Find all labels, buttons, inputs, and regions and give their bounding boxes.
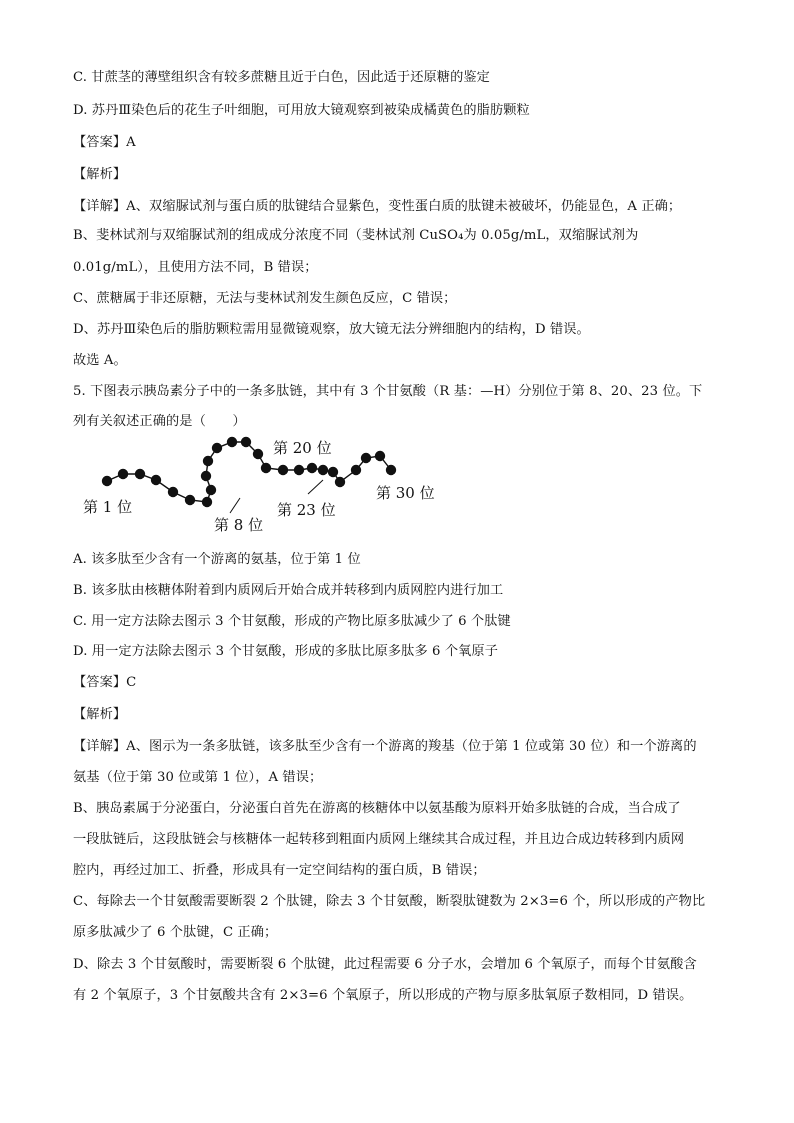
amino-acid-bead xyxy=(151,475,161,485)
question-stem: 列有关叙述正确的是（ ） xyxy=(73,414,246,429)
detail-line: 【详解】A、图示为一条多肽链，该多肽至少含有一个游离的羧基（位于第 1 位或第 30 位）和一个游离的 xyxy=(73,739,697,754)
amino-acid-bead xyxy=(386,465,396,475)
amino-acid-bead xyxy=(318,465,328,475)
option-d-prev: D. 苏丹Ⅲ染色后的花生子叶细胞，可用放大镜观察到被染成橘黄色的脂肪颗粒 xyxy=(73,103,530,118)
amino-acid-bead xyxy=(203,456,213,466)
chain-backbone xyxy=(107,442,391,502)
detail-line: C、每除去一个甘氨酸需要断裂 2 个肽键，除去 3 个甘氨酸，断裂肽键数为 2×3=6 个，所以形成的产物比 xyxy=(73,894,706,909)
pointer-line-23 xyxy=(308,480,323,494)
amino-acid-bead xyxy=(227,437,237,447)
amino-acid-bead xyxy=(335,477,345,487)
conclusion-line: 故选 A。 xyxy=(73,353,127,368)
amino-acid-bead xyxy=(261,463,271,473)
answer-label: 【答案】C xyxy=(73,675,137,690)
amino-acid-bead xyxy=(185,495,195,505)
detail-line: 腔内，再经过加工、折叠，形成具有一定空间结构的蛋白质，B 错误； xyxy=(73,863,486,878)
label-position-8: 第 8 位 xyxy=(214,516,264,534)
amino-acid-bead xyxy=(361,453,371,463)
option-a: A. 该多肽至少含有一个游离的氨基，位于第 1 位 xyxy=(73,552,361,567)
amino-acid-bead xyxy=(328,467,338,477)
option-b: B. 该多肽由核糖体附着到内质网后开始合成并转移到内质网腔内进行加工 xyxy=(73,583,504,598)
option-d: D. 用一定方法除去图示 3 个甘氨酸，形成的多肽比原多肽多 6 个氧原子 xyxy=(73,644,498,659)
detail-line: 有 2 个氧原子，3 个甘氨酸共含有 2×3=6 个氧原子，所以形成的产物与原多肽氧原子数相同，D 错误。 xyxy=(73,988,693,1003)
label-position-23: 第 23 位 xyxy=(277,501,336,519)
detail-line: D、除去 3 个甘氨酸时，需要断裂 6 个肽键，此过程需要 6 分子水，会增加 6 个氧原子，而每个甘氨酸含 xyxy=(73,957,697,972)
option-c: C. 用一定方法除去图示 3 个甘氨酸，形成的产物比原多肽减少了 6 个肽键 xyxy=(73,614,511,629)
amino-acid-bead xyxy=(102,476,112,486)
option-c-prev: C. 甘蔗茎的薄壁组织含有较多蔗糖且近于白色，因此适于还原糖的鉴定 xyxy=(73,70,490,85)
amino-acid-bead xyxy=(168,487,178,497)
pointer-line-8 xyxy=(230,498,240,513)
label-position-1: 第 1 位 xyxy=(83,498,133,516)
amino-acid-bead xyxy=(294,465,304,475)
detail-line: 原多肽减少了 6 个肽键，C 正确； xyxy=(73,925,278,940)
amino-acid-bead xyxy=(206,485,216,495)
detail-line: C、蔗糖属于非还原糖，无法与斐林试剂发生颜色反应，C 错误； xyxy=(73,291,457,306)
amino-acid-bead xyxy=(201,471,211,481)
amino-acid-bead xyxy=(135,469,145,479)
label-position-20: 第 20 位 xyxy=(273,439,332,457)
polypeptide-chain-diagram xyxy=(80,430,460,538)
detail-line: B、斐林试剂与双缩脲试剂的组成成分浓度不同（斐林试剂 CuSO₄为 0.05g/mL，双缩脲试剂为 xyxy=(73,228,639,243)
label-position-30: 第 30 位 xyxy=(376,484,435,502)
detail-line: 一段肽链后，这段肽链会与核糖体一起转移到粗面内质网上继续其合成过程，并且边合成边转移到内质网 xyxy=(73,832,685,847)
detail-line: 【详解】A、双缩脲试剂与蛋白质的肽键结合显紫色，变性蛋白质的肽键未被破坏，仍能显色，A 正确； xyxy=(73,199,682,214)
detail-line: B、胰岛素属于分泌蛋白，分泌蛋白首先在游离的核糖体中以氨基酸为原料开始多肽链的合成，当合成了 xyxy=(73,801,681,816)
question-stem: 5. 下图表示胰岛素分子中的一条多肽链，其中有 3 个甘氨酸（R 基：—H）分别位于第 8、20、23 位。下 xyxy=(73,384,703,399)
amino-acid-bead xyxy=(278,465,288,475)
amino-acid-bead xyxy=(118,469,128,479)
amino-acid-bead xyxy=(212,443,222,453)
detail-line: 0.01g/mL），且使用方法不同，B 错误； xyxy=(73,260,318,275)
amino-acid-bead xyxy=(241,437,251,447)
amino-acid-bead xyxy=(253,449,263,459)
analysis-label: 【解析】 xyxy=(73,707,127,722)
analysis-label: 【解析】 xyxy=(73,167,127,182)
amino-acid-bead xyxy=(375,451,385,461)
answer-label: 【答案】A xyxy=(73,135,136,150)
detail-line: D、苏丹Ⅲ染色后的脂肪颗粒需用显微镜观察，放大镜无法分辨细胞内的结构，D 错误。 xyxy=(73,322,590,337)
amino-acid-bead xyxy=(307,463,317,473)
detail-line: 氨基（位于第 30 位或第 1 位），A 错误； xyxy=(73,770,323,785)
amino-acid-bead xyxy=(351,465,361,475)
amino-acid-beads xyxy=(102,437,396,507)
amino-acid-bead xyxy=(202,497,212,507)
